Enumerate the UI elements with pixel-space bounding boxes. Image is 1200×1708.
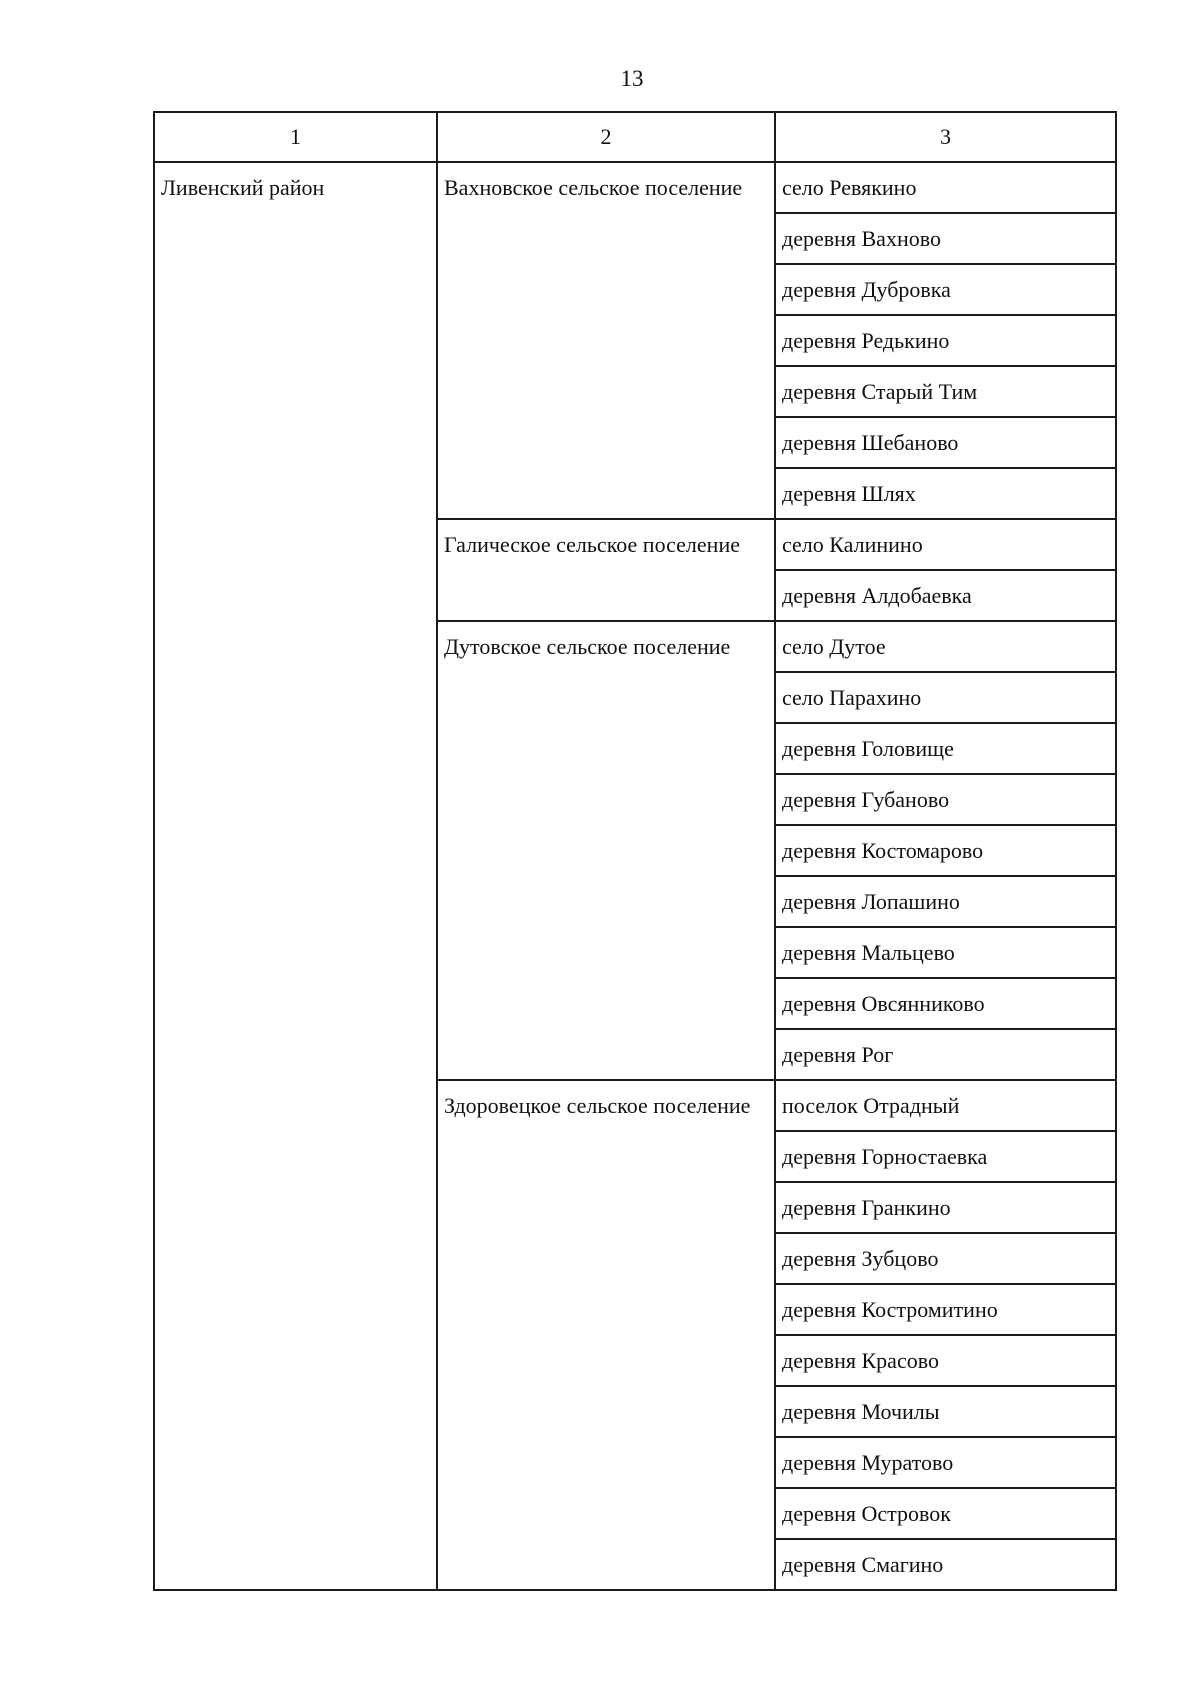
locality-name: деревня Костромитино — [775, 1284, 1116, 1335]
locality-name: деревня Шлях — [775, 468, 1116, 519]
settlement-name: Галическое сельское поселение — [437, 519, 775, 621]
locality-name: деревня Островок — [775, 1488, 1116, 1539]
locality-name: деревня Костомарово — [775, 825, 1116, 876]
settlement-name: Дутовское сельское поселение — [437, 621, 775, 1080]
locality-name: деревня Редькино — [775, 315, 1116, 366]
locality-name: деревня Старый Тим — [775, 366, 1116, 417]
settlements-table — [153, 111, 1117, 1591]
locality-name: село Калинино — [775, 519, 1116, 570]
locality-name: деревня Дубровка — [775, 264, 1116, 315]
locality-name: деревня Горностаевка — [775, 1131, 1116, 1182]
settlement-name: Вахновское сельское поселение — [437, 162, 775, 519]
locality-name: деревня Зубцово — [775, 1233, 1116, 1284]
column-header: 2 — [437, 112, 775, 162]
table-header-row — [154, 112, 1116, 162]
locality-name: деревня Лопашино — [775, 876, 1116, 927]
table-body — [154, 112, 1116, 1590]
locality-name: село Ревякино — [775, 162, 1116, 213]
locality-name: деревня Гранкино — [775, 1182, 1116, 1233]
settlement-name: Здоровецкое сельское поселение — [437, 1080, 775, 1590]
locality-name: деревня Шебаново — [775, 417, 1116, 468]
locality-name: деревня Головище — [775, 723, 1116, 774]
locality-name: деревня Красово — [775, 1335, 1116, 1386]
locality-name: деревня Алдобаевка — [775, 570, 1116, 621]
locality-name: поселок Отрадный — [775, 1080, 1116, 1131]
locality-name: деревня Овсянниково — [775, 978, 1116, 1029]
locality-name: деревня Губаново — [775, 774, 1116, 825]
locality-name: село Парахино — [775, 672, 1116, 723]
locality-name: село Дутое — [775, 621, 1116, 672]
locality-name: деревня Вахново — [775, 213, 1116, 264]
locality-name: деревня Мочилы — [775, 1386, 1116, 1437]
locality-name: деревня Мальцево — [775, 927, 1116, 978]
locality-name: деревня Смагино — [775, 1539, 1116, 1590]
column-header: 1 — [154, 112, 437, 162]
district-name: Ливенский район — [154, 162, 437, 1590]
locality-name: деревня Рог — [775, 1029, 1116, 1080]
locality-name: деревня Муратово — [775, 1437, 1116, 1488]
column-header: 3 — [775, 112, 1116, 162]
table-row — [154, 162, 1116, 213]
page-number: 13 — [620, 66, 644, 91]
